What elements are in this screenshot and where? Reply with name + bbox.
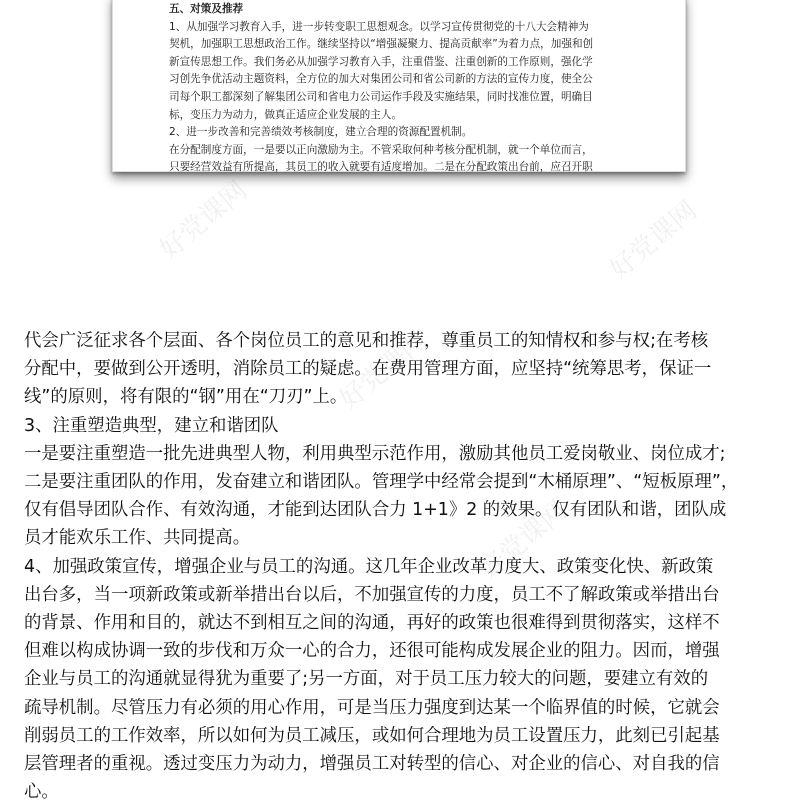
- body-line: 层管理者的重视。透过变压力为动力，增强员工对转型的信心、对企业的信心、对自我的信: [24, 754, 720, 775]
- body-line: 企业与员工的沟通就显得犹为重要了;另一方面，对于员工压力较大的问题，要建立有效的: [24, 669, 709, 690]
- body-line: 但难以构成协调一致的步伐和万众一心的合力，还很可能构成发展企业的阻力。因而，增强: [24, 641, 720, 662]
- body-text: [24, 327, 784, 806]
- body-line: 4、加强政策宣传，增强企业与员工的沟通。这几年企业改革力度大、政策变化快、新政策: [24, 556, 714, 577]
- doc-heading: 五、对策及推荐: [169, 3, 244, 15]
- body-line: 员才能欢乐工作、共同提高。: [24, 528, 251, 549]
- body-line: 出台多，当一项新政策或新举措出台以后，不加强宣传的力度，员工不了解政策或举措出台: [24, 584, 720, 605]
- document-snippet-image: [112, 0, 686, 172]
- watermark: 好党课网: [154, 175, 254, 266]
- doc-line: 新宣传思想工作。我们务必从加强学习教育入手，注重借鉴、注重创新的工作原则，强化学: [169, 55, 593, 68]
- doc-line: 标，变压力为动力，做真正适应企业发展的主人。: [169, 108, 403, 121]
- body-line: 分配中，要做到公开透明，消除员工的疑虑。在费用管理方面，应坚持“统筹思考，保证一: [24, 359, 712, 380]
- body-line: 代会广泛征求各个层面、各个岗位员工的意见和推荐，尊重员工的知情权和参与权;在考核: [24, 331, 709, 351]
- body-line: 线”的原则，将有限的“钢”用在“刀刃”上。: [24, 387, 348, 408]
- body-line: 3、注重塑造典型，建立和谐团队: [24, 415, 279, 436]
- body-line: 削弱员工的工作效率，所以如何为员工减压，或如何合理地为员工设置压力，此刻已引起基: [24, 725, 720, 746]
- body-line: 疏导机制。尽管压力有必须的用心作用，可是当压力强度到达某一个临界值的时候，它就会: [24, 697, 720, 718]
- doc-line: 司每个职工都深刻了解集团公司和省电力公司运作手段及实施结果，同时找准位置，明确目: [169, 90, 593, 103]
- watermark: 好党课网: [604, 195, 704, 286]
- doc-line: 契机，加强职工思想政治工作。继续坚持以“增强凝聚力、提高贡献率”为着力点，加强和创: [169, 38, 594, 51]
- doc-line: 1、从加强学习教育入手，进一步转变职工思想观念。以学习宣传贯彻党的十八大会精神为: [169, 20, 589, 33]
- doc-line: 只要经营效益有所提高，其员工的收入就要有适度增加。二是在分配政策出台前，应召开职: [169, 161, 593, 174]
- watermark: 好党课网: [474, 495, 574, 586]
- body-line: 一是要注重塑造一批先进典型人物，利用典型示范作用，激励其他员工爱岗敬业、岗位成才;: [24, 443, 726, 464]
- doc-line: 在分配制度方面，一是要以正向激励为主。不管采取何种考核分配机制，就一个单位而言，: [169, 143, 593, 156]
- body-line: 心。: [24, 782, 59, 803]
- doc-line: 2、进一步改善和完善绩效考核制度，建立合理的资源配置机制。: [169, 126, 473, 139]
- watermark: 好党课网: [334, 325, 434, 416]
- doc-line: 习创先争优活动主题资料，全方位的加大对集团公司和省公司新的方法的宣传力度，使全公: [169, 73, 593, 86]
- body-line: 二是要注重团队的作用，发奋建立和谐团队。管理学中经常会提到“木桶原理”、“短板原理”，: [24, 472, 739, 493]
- body-line: 的背景、作用和目的，就达不到相互之间的沟通，再好的政策也很难得到贯彻落实，这样不: [24, 613, 720, 634]
- body-line: 仅有倡导团队合作、有效沟通，才能到达团队合力 1+1》2 的效果。仅有团队和谐，团队成: [24, 500, 727, 521]
